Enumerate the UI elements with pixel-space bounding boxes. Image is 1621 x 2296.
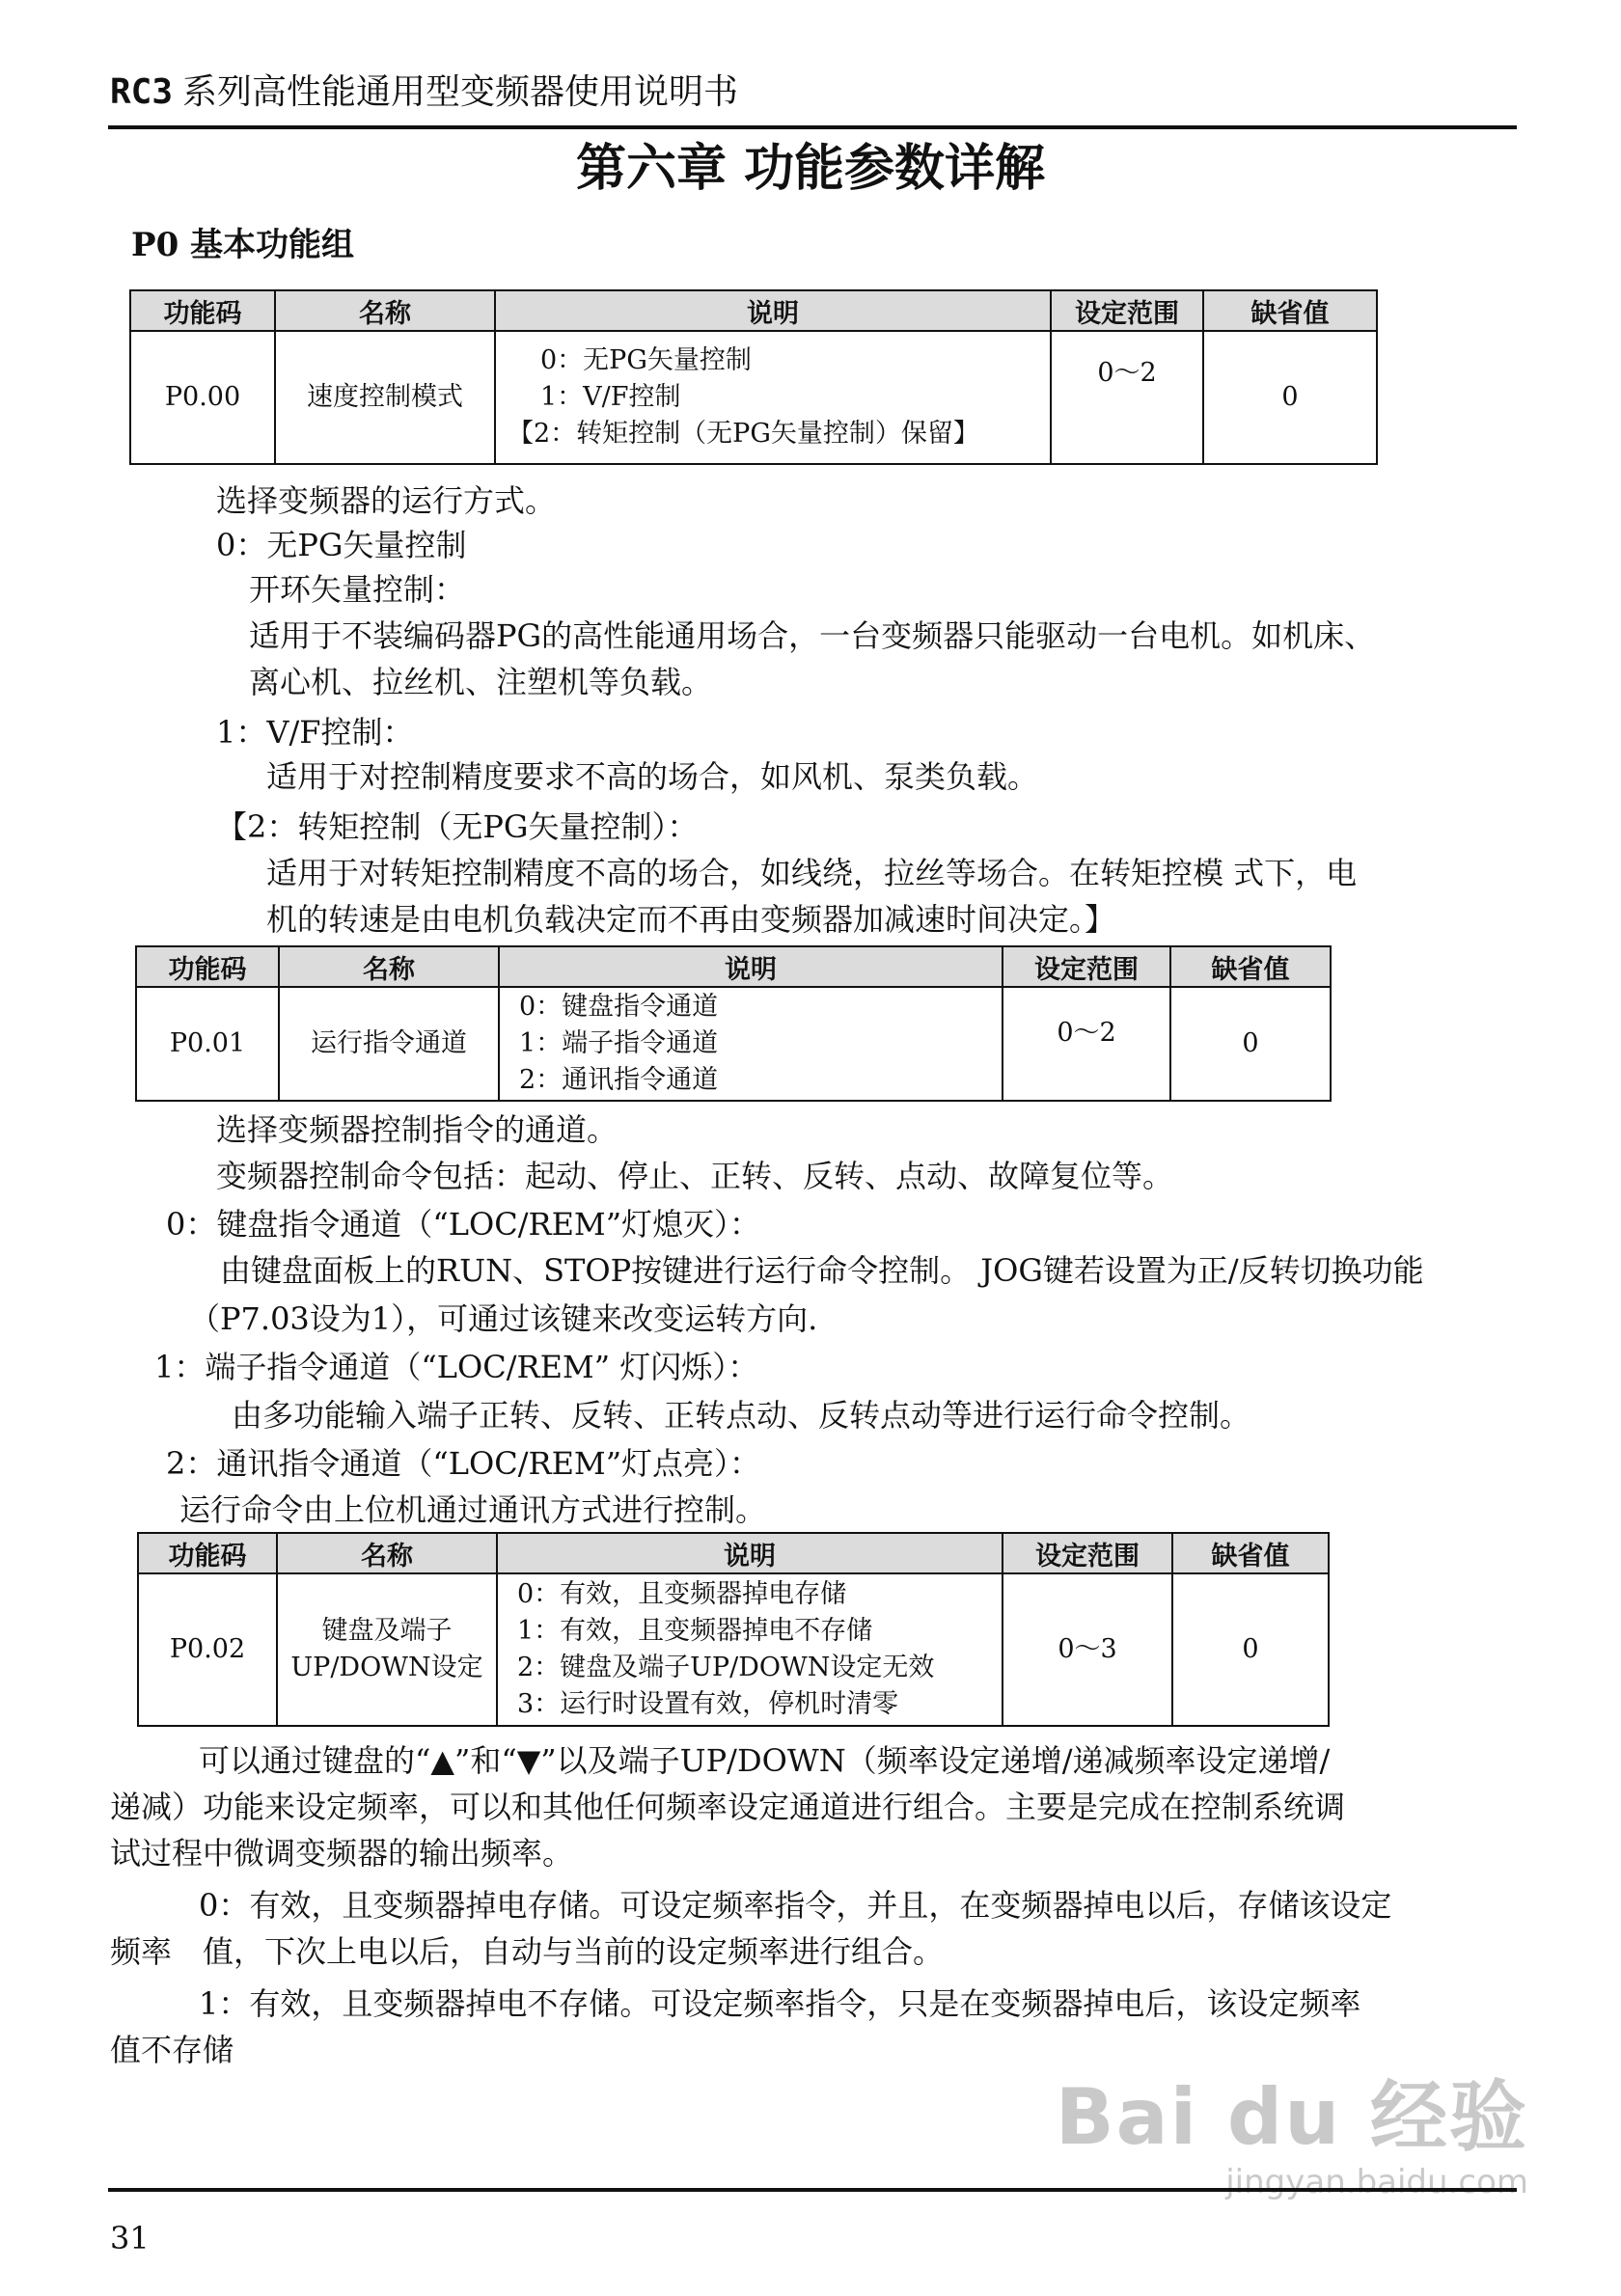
param-default: 0 bbox=[1170, 987, 1331, 1101]
text-line: 0：无PG矢量控制 bbox=[216, 527, 467, 563]
table-header-row bbox=[130, 290, 1377, 331]
watermark-url: jingyan.baidu.com bbox=[1225, 2163, 1528, 2201]
desc-line: 0：键盘指令通道 bbox=[519, 992, 719, 1022]
text-line: 选择变频器的运行方式。 bbox=[216, 482, 557, 519]
text-line: 开环矢量控制： bbox=[249, 571, 466, 608]
desc-line: 0：无PG矢量控制 bbox=[540, 345, 752, 375]
text-line: 2：通讯指令通道（“LOC/REM”灯点亮）： bbox=[166, 1445, 761, 1482]
text-line: 适用于不装编码器PG的高性能通用场合，一台变频器只能驱动一台电机。如机床、 bbox=[249, 617, 1376, 654]
section-title: P0 基本功能组 bbox=[131, 226, 355, 264]
text-line: 由多功能输入端子正转、反转、正转点动、反转点动等进行运行命令控制。 bbox=[232, 1397, 1251, 1434]
desc-line: 【2：转矩控制（无PG矢量控制）保留】 bbox=[508, 419, 979, 449]
col-header-name: 名称 bbox=[275, 290, 495, 331]
text-line: 运行命令由上位机通过通讯方式进行控制。 bbox=[179, 1491, 767, 1528]
param-code: P0.01 bbox=[136, 987, 279, 1101]
col-header-desc: 说明 bbox=[497, 1533, 1003, 1573]
text-line: 【2：转矩控制（无PG矢量控制）： bbox=[216, 808, 699, 845]
param-table-p002 bbox=[137, 1532, 1330, 1727]
text-line: 1：有效，且变频器掉电不存储。可设定频率指令，只是在变频器掉电后，该设定频率 bbox=[199, 1985, 1361, 2022]
table-row bbox=[138, 1573, 1329, 1726]
text-line: 试过程中微调变频器的输出频率。 bbox=[110, 1835, 574, 1872]
table-row bbox=[130, 331, 1377, 464]
param-table-p001 bbox=[135, 945, 1332, 1102]
text-line: 选择变频器控制指令的通道。 bbox=[216, 1111, 618, 1148]
param-range: 0～2 bbox=[1051, 331, 1203, 464]
desc-line: 2：键盘及端子UP/DOWN设定无效 bbox=[517, 1653, 935, 1682]
text-line: 由键盘面板上的RUN、STOP按键进行运行命令控制。 JOG键若设置为正/反转切换功能 bbox=[220, 1252, 1424, 1289]
col-header-name: 名称 bbox=[279, 946, 499, 987]
desc-line: 0：有效，且变频器掉电存储 bbox=[517, 1579, 847, 1609]
text-line: 离心机、拉丝机、注塑机等负载。 bbox=[249, 664, 713, 700]
param-default: 0 bbox=[1203, 331, 1377, 464]
desc-line: 1：端子指令通道 bbox=[519, 1028, 719, 1058]
table-header-row bbox=[136, 946, 1331, 987]
text-line: 变频器控制命令包括：起动、停止、正转、反转、点动、故障复位等。 bbox=[216, 1158, 1174, 1194]
text-line: 适用于对控制精度要求不高的场合，如风机、泵类负载。 bbox=[266, 758, 1039, 795]
col-header-desc: 说明 bbox=[495, 290, 1051, 331]
chapter-title: 第六章 功能参数详解 bbox=[575, 139, 1046, 198]
col-header-name: 名称 bbox=[277, 1533, 497, 1573]
text-line: （P7.03设为1），可通过该键来改变运转方向. bbox=[189, 1300, 818, 1337]
param-desc bbox=[497, 1573, 1003, 1726]
param-name bbox=[277, 1573, 497, 1726]
text-line: 机的转速是由电机负载决定而不再由变频器加减速时间决定。】 bbox=[266, 901, 1116, 938]
footer-rule bbox=[108, 2188, 1517, 2192]
text-line: 可以通过键盘的“▲”和“▼”以及端子UP/DOWN（频率设定递增/递减频率设定递增/ bbox=[199, 1742, 1331, 1779]
desc-line: 3：运行时设置有效，停机时清零 bbox=[517, 1689, 899, 1719]
desc-line: 1：有效，且变频器掉电不存储 bbox=[517, 1616, 873, 1646]
param-name: 速度控制模式 bbox=[275, 331, 495, 464]
running-header bbox=[110, 69, 738, 116]
col-header-range: 设定范围 bbox=[1051, 290, 1203, 331]
col-header-code: 功能码 bbox=[136, 946, 279, 987]
table-row bbox=[136, 987, 1331, 1101]
header-title: 系列高性能通用型变频器使用说明书 bbox=[182, 72, 739, 112]
baidu-watermark bbox=[1056, 2074, 1528, 2203]
header-rule bbox=[108, 125, 1517, 129]
param-name-line: UP/DOWN设定 bbox=[290, 1653, 483, 1682]
text-line: 频率 值，下次上电以后，自动与当前的设定频率进行组合。 bbox=[110, 1933, 945, 1970]
param-desc bbox=[495, 331, 1051, 464]
watermark-logo: Bai du 经验 bbox=[1055, 2072, 1528, 2162]
text-line: 1：端子指令通道（“LOC/REM” 灯闪烁）： bbox=[154, 1349, 759, 1385]
param-code: P0.02 bbox=[138, 1573, 277, 1726]
col-header-desc: 说明 bbox=[499, 946, 1003, 987]
text-line: 1：V/F控制： bbox=[216, 714, 414, 751]
col-header-range: 设定范围 bbox=[1003, 946, 1170, 987]
desc-line: 1：V/F控制 bbox=[540, 382, 681, 412]
header-brand: RC3 bbox=[110, 72, 174, 112]
col-header-default: 缺省值 bbox=[1170, 946, 1331, 987]
col-header-code: 功能码 bbox=[138, 1533, 277, 1573]
text-line: 0：有效，且变频器掉电存储。可设定频率指令，并且，在变频器掉电以后，存储该设定 bbox=[199, 1887, 1392, 1924]
col-header-code: 功能码 bbox=[130, 290, 275, 331]
text-line: 适用于对转矩控制精度不高的场合，如线绕，拉丝等场合。在转矩控模 式下，电 bbox=[266, 855, 1358, 891]
table-header-row bbox=[138, 1533, 1329, 1573]
text-line: 0：键盘指令通道（“LOC/REM”灯熄灭）： bbox=[166, 1206, 761, 1243]
param-table-p000 bbox=[129, 289, 1378, 465]
col-header-range: 设定范围 bbox=[1003, 1533, 1172, 1573]
param-range: 0～3 bbox=[1003, 1573, 1172, 1726]
col-header-default: 缺省值 bbox=[1172, 1533, 1329, 1573]
param-name-line: 键盘及端子 bbox=[321, 1616, 453, 1646]
param-name: 运行指令通道 bbox=[279, 987, 499, 1101]
text-line: 递减）功能来设定频率，可以和其他任何频率设定通道进行组合。主要是完成在控制系统调 bbox=[110, 1789, 1346, 1825]
text-line: 值不存储 bbox=[110, 2032, 234, 2068]
param-default: 0 bbox=[1172, 1573, 1329, 1726]
col-header-default: 缺省值 bbox=[1203, 290, 1377, 331]
desc-line: 2：通讯指令通道 bbox=[519, 1065, 719, 1095]
param-desc bbox=[499, 987, 1003, 1101]
param-range: 0～2 bbox=[1003, 987, 1170, 1101]
param-code: P0.00 bbox=[130, 331, 275, 464]
page-number: 31 bbox=[110, 2220, 150, 2256]
